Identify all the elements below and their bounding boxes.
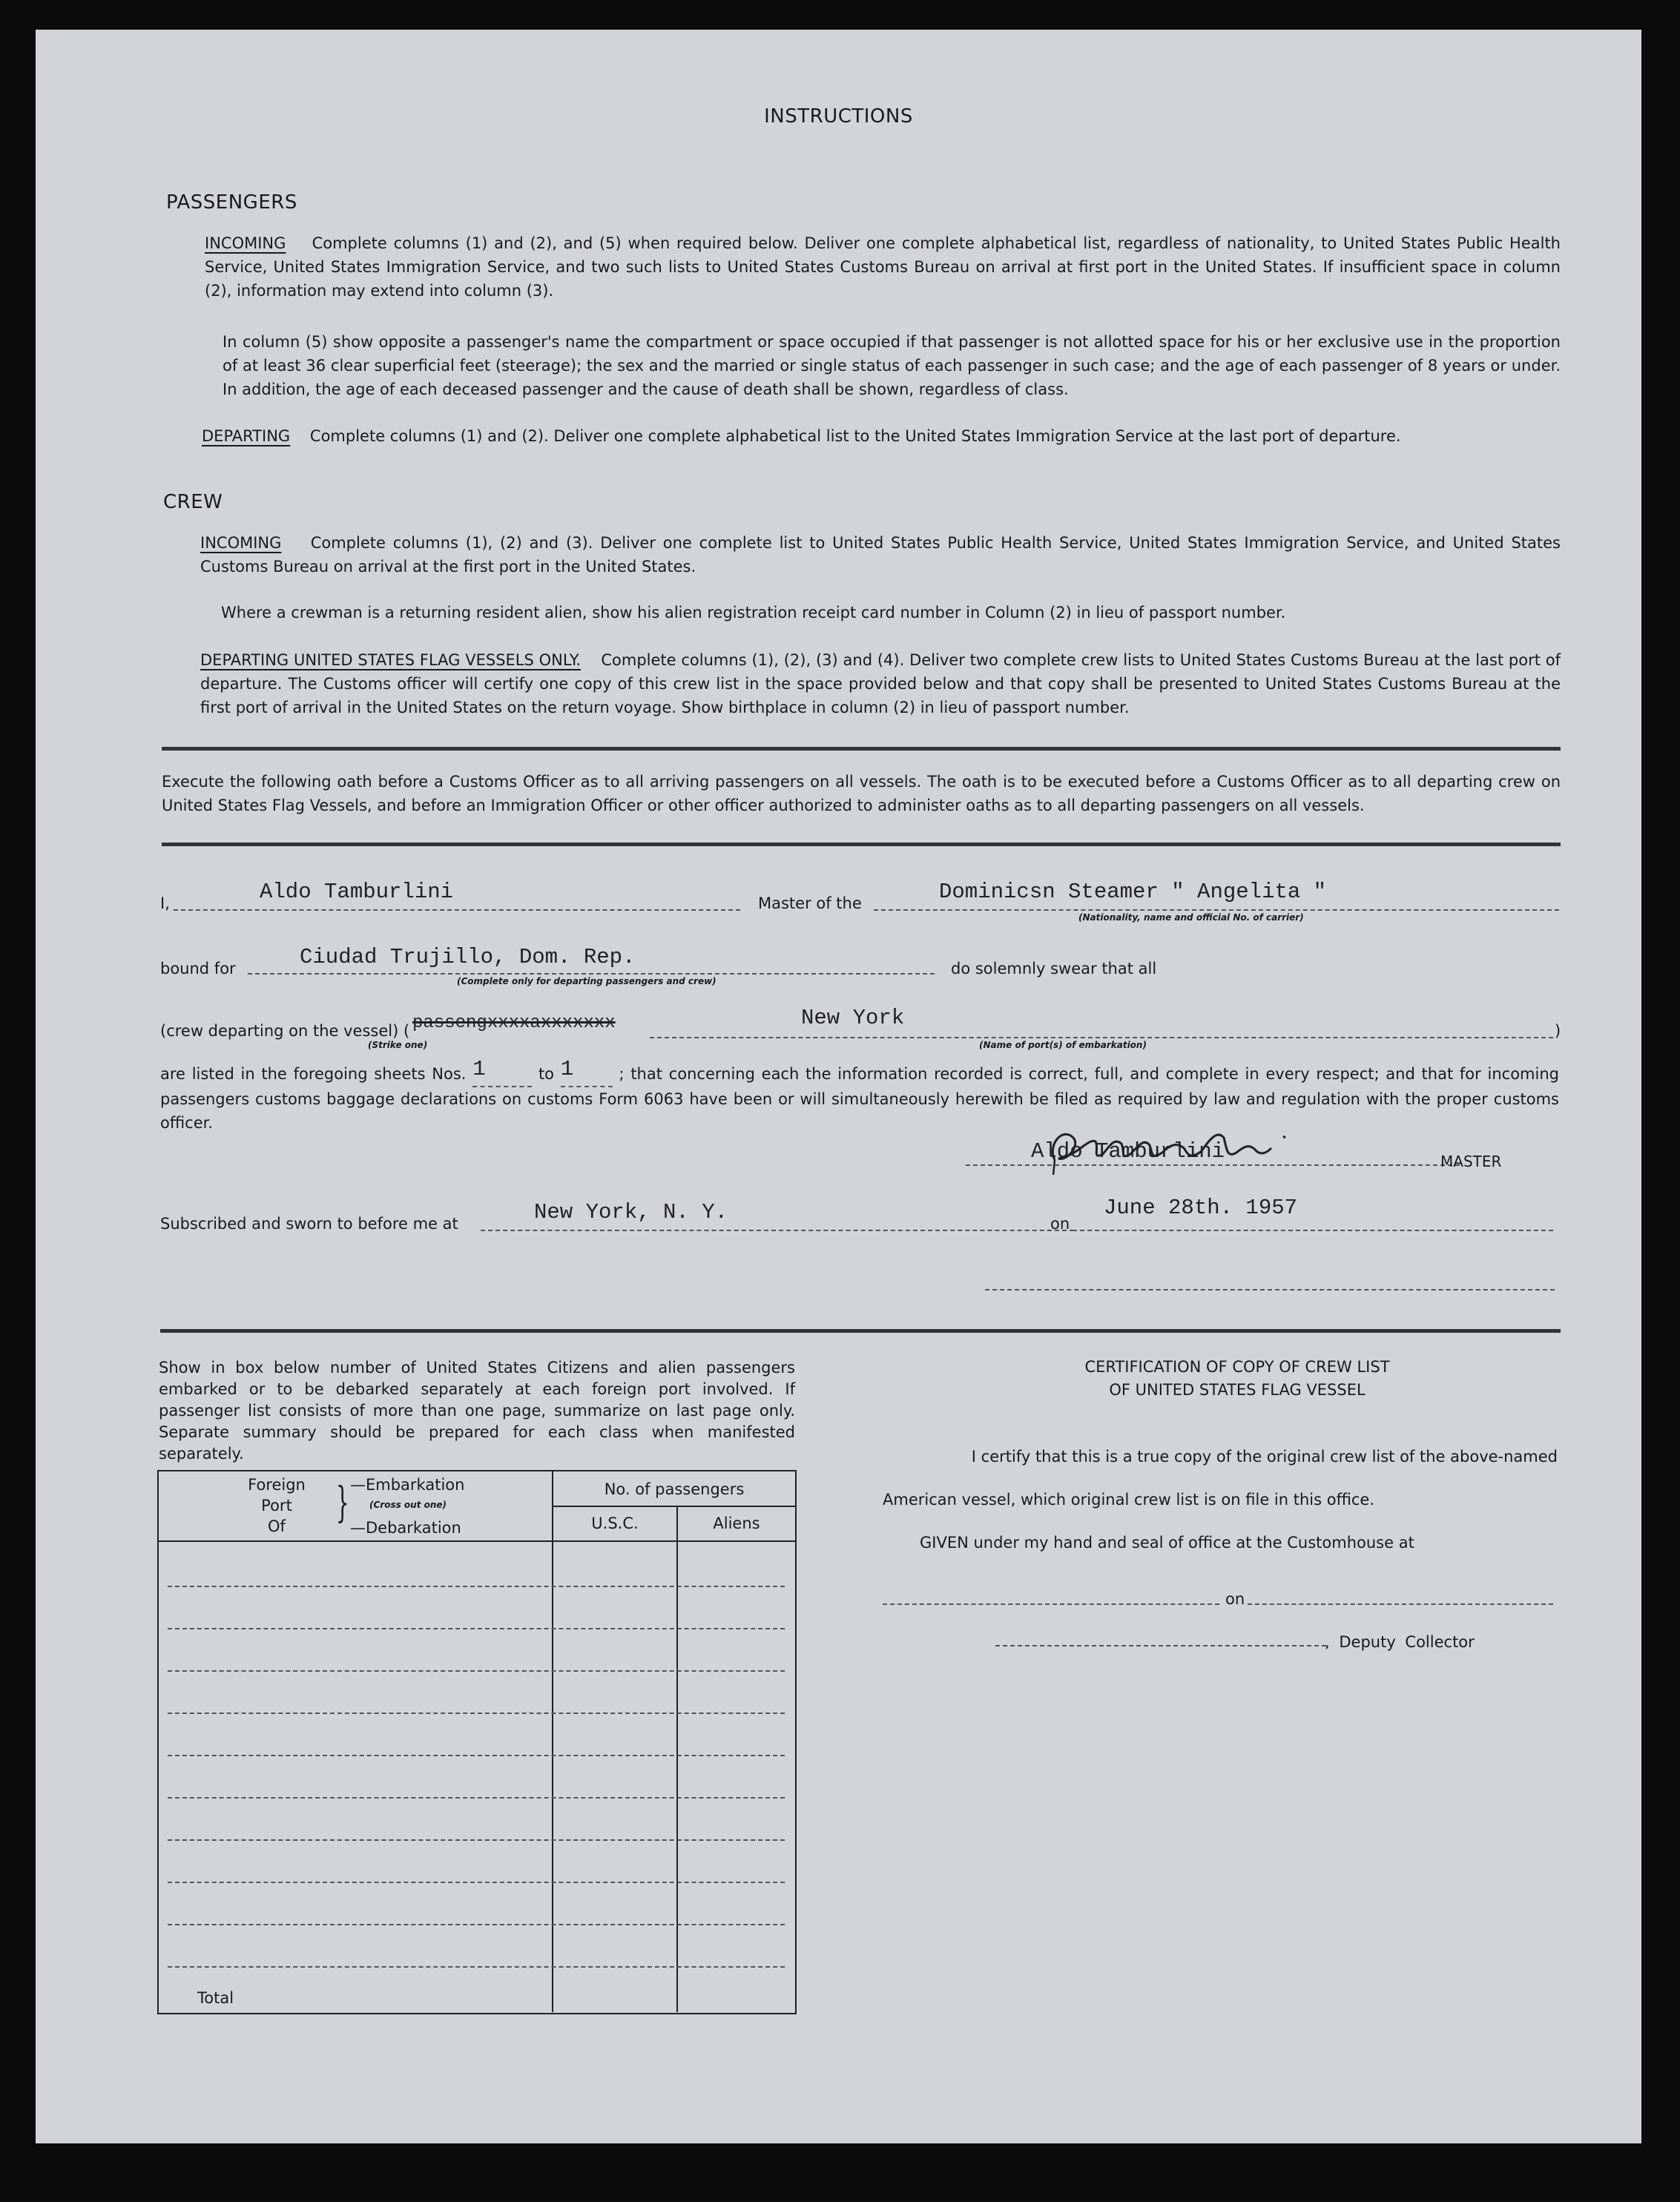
crew-departing-label: DEPARTING UNITED STATES FLAG VESSELS ONLY. — [200, 651, 582, 669]
passengers-departing-label: DEPARTING — [202, 427, 291, 445]
passengers-incoming-text: Complete columns (1) and (2), and (5) when required below. Deliver one complete alphabetical list, regardless of nationality, to United States Public Health Service, United States Immigration Service, and two such lists to United States Customs Bureau on arrival at first port in the United States. If insufficient space in column (2), information may extend into column (3). — [205, 234, 1561, 300]
table-row-line — [168, 1839, 785, 1841]
no-passengers-label: No. of passengers — [604, 1480, 745, 1498]
sheets-label: are listed in the foregoing sheets Nos. — [160, 1065, 467, 1083]
summary-instructions: Show in box below number of United States Citizens and alien passengers embarked or to be debarked separately at each foreign port involved. If passenger list consists of more than one page, summarize on last page only. Separate summary should be prepared for each class when manifested separately. — [159, 1359, 795, 1463]
given-text: GIVEN under my hand and seal of office at the Customhouse at — [920, 1534, 1414, 1552]
officer-signature-line — [985, 1289, 1555, 1290]
certification-title — [911, 1356, 1564, 1402]
bound-for-note: (Complete only for departing passengers and crew) — [457, 976, 717, 986]
table-header-line — [159, 1540, 795, 1542]
instructions-title: INSTRUCTIONS — [764, 105, 913, 128]
master-name-value: Aldo Tamburlini — [260, 880, 454, 904]
crew-heading: CREW — [163, 491, 223, 513]
typed-signature: Aldo Tamburlini — [1031, 1139, 1225, 1164]
crew-departing-paragraph — [200, 648, 1561, 719]
master-name-line — [174, 909, 740, 911]
crew-departing-text: Complete columns (1), (2), (3) and (4). Deliver two complete crew lists to United States Customs Bureau at the last port of departure. The Customs officer will certify one copy of this crew list in the space provided below and that copy shall be presented to United States Customs Bureau at the first port of arrival in the United States on the return voyage. Show birthplace in column (2) in lieu of passport number. — [200, 651, 1561, 716]
subscribed-label: Subscribed and sworn to before me at — [160, 1215, 458, 1233]
vessel-note: (Nationality, name and official No. of carrier) — [1078, 912, 1304, 923]
of-label: Of — [268, 1517, 286, 1535]
sworn-place-line — [481, 1230, 1074, 1231]
sworn-date-value: June 28th. 1957 — [1104, 1196, 1298, 1220]
table-row-line — [168, 1628, 785, 1629]
certify-text-2: American vessel, which original crew list is on file in this office. — [883, 1491, 1375, 1509]
brace-glyph: } — [335, 1479, 349, 1527]
debarkation-label: —Debarkation — [350, 1519, 461, 1537]
table-divider-port — [552, 1471, 553, 2012]
master-of-label: Master of the — [758, 894, 862, 912]
passengers-incoming-paragraph — [205, 231, 1561, 303]
customhouse-line — [883, 1603, 1219, 1605]
sheet-from-field — [472, 1057, 532, 1087]
table-row-line — [168, 1882, 785, 1883]
crew-incoming-text: Complete columns (1), (2) and (3). Deliver one complete list to United States Public Health Service, United States Immigration Service, and United States Customs Bureau on arrival at the first port in the United States. — [200, 534, 1561, 576]
table-row-line — [168, 1924, 785, 1925]
section-rule-1 — [162, 747, 1561, 751]
document-page — [36, 30, 1641, 2143]
foreign-label: Foreign — [248, 1476, 306, 1494]
crew-departing-label: (crew departing on the vessel) ( — [160, 1022, 410, 1040]
section-rule-3 — [160, 1329, 1561, 1333]
table-row-line — [168, 1713, 785, 1714]
crew-incoming-label: INCOMING — [200, 534, 282, 552]
aliens-label: Aliens — [713, 1514, 760, 1532]
bound-for-line — [248, 973, 935, 975]
port-note: (Name of port(s) of embarkation) — [979, 1040, 1147, 1050]
certification-title-line1: CERTIFICATION OF COPY OF CREW LIST — [1084, 1358, 1390, 1376]
passenger-summary-table — [157, 1470, 797, 2014]
table-row-line — [168, 1797, 785, 1799]
embarkation-label: —Embarkation — [350, 1476, 465, 1494]
sheets-paragraph — [160, 1057, 1559, 1135]
table-divider-usc — [676, 1506, 678, 2012]
total-label: Total — [197, 1989, 234, 2007]
master-label: MASTER — [1440, 1153, 1502, 1170]
crew-returning-text: Where a crewman is a returning resident alien, show his alien registration receipt card number in Column (2) in lieu of passport number. — [221, 604, 1286, 622]
sheet-to-value: 1 — [560, 1057, 574, 1081]
sheet-to-field — [560, 1057, 613, 1087]
table-row-line — [168, 1755, 785, 1756]
passengers-departing-text: Complete columns (1) and (2). Deliver one complete alphabetical list to the United States Immigration Service at the last port of departure. — [309, 427, 1401, 445]
table-row-line — [168, 1670, 785, 1672]
oath-intro-text: Execute the following oath before a Customs Officer as to all arriving passengers on all vessels. The oath is to be executed before a Customs Officer as to all departing crew on United States Flag Vessels, and before an Immigration Officer or other officer authorized to administer oaths as to all departing passengers on all vessels. — [162, 773, 1561, 814]
bound-for-label: bound for — [160, 960, 236, 978]
struck-passengers-text: passengxxxxaxxxxxxx — [412, 1013, 616, 1033]
certify-text-1: I certify that this is a true copy of the original crew list of the above-named — [971, 1448, 1558, 1466]
crew-incoming-paragraph — [200, 531, 1561, 578]
bound-for-value: Ciudad Trujillo, Dom. Rep. — [300, 945, 636, 969]
passengers-incoming-label: INCOMING — [205, 234, 286, 252]
signature-line — [966, 1164, 1460, 1166]
port-value: New York — [801, 1006, 905, 1030]
certification-on-label: on — [1225, 1590, 1245, 1608]
passengers-heading: PASSENGERS — [166, 191, 297, 214]
deputy-signature-line — [995, 1645, 1326, 1646]
oath-i-label: I, — [160, 894, 170, 912]
deputy-collector-label: , Deputy Collector — [1325, 1633, 1475, 1651]
table-row-line — [168, 1966, 785, 1968]
port-line — [650, 1037, 1553, 1038]
passengers-column5-text: In column (5) show opposite a passenger's name the compartment or space occupied if that passenger is not allotted space for his or her exclusive use in the proportion of at least 36 clear superficial feet (steerage); the sex and the married or single status of each passenger in such case; and the age of each passenger of 8 years or under. In addition, the age of each deceased passenger and the cause of death shall be shown, regardless of class. — [223, 333, 1561, 398]
sworn-on-label: on — [1050, 1215, 1070, 1233]
usc-label: U.S.C. — [591, 1514, 639, 1532]
sworn-date-line — [1073, 1230, 1553, 1231]
sheets-text: ; that concerning each the information recorded is correct, full, and complete in every respect; and that for incoming passengers customs baggage declarations on customs Form 6063 have been or will simultaneously herewith be filed as required by law and regulation with the proper customs officer. — [160, 1065, 1559, 1132]
close-paren: ) — [1555, 1022, 1561, 1040]
section-rule-2 — [162, 843, 1561, 846]
certification-title-line2: OF UNITED STATES FLAG VESSEL — [1109, 1381, 1366, 1399]
vessel-value: Dominicsn Steamer " Angelita " — [939, 880, 1327, 904]
sworn-place-value: New York, N. Y. — [534, 1200, 728, 1224]
passengers-departing-paragraph — [202, 424, 1561, 448]
to-label: to — [538, 1065, 555, 1083]
port-label: Port — [261, 1497, 292, 1514]
cross-out-note: (Cross out one) — [369, 1500, 447, 1510]
foreign-port-of-label — [236, 1474, 317, 1537]
swear-text: do solemnly swear that all — [951, 960, 1157, 978]
table-header-subline — [552, 1506, 795, 1507]
table-row-line — [168, 1586, 785, 1587]
sheet-from-value: 1 — [472, 1057, 486, 1081]
strike-note: (Strike one) — [368, 1040, 428, 1050]
certification-date-line — [1248, 1603, 1553, 1605]
vessel-line — [874, 909, 1559, 911]
